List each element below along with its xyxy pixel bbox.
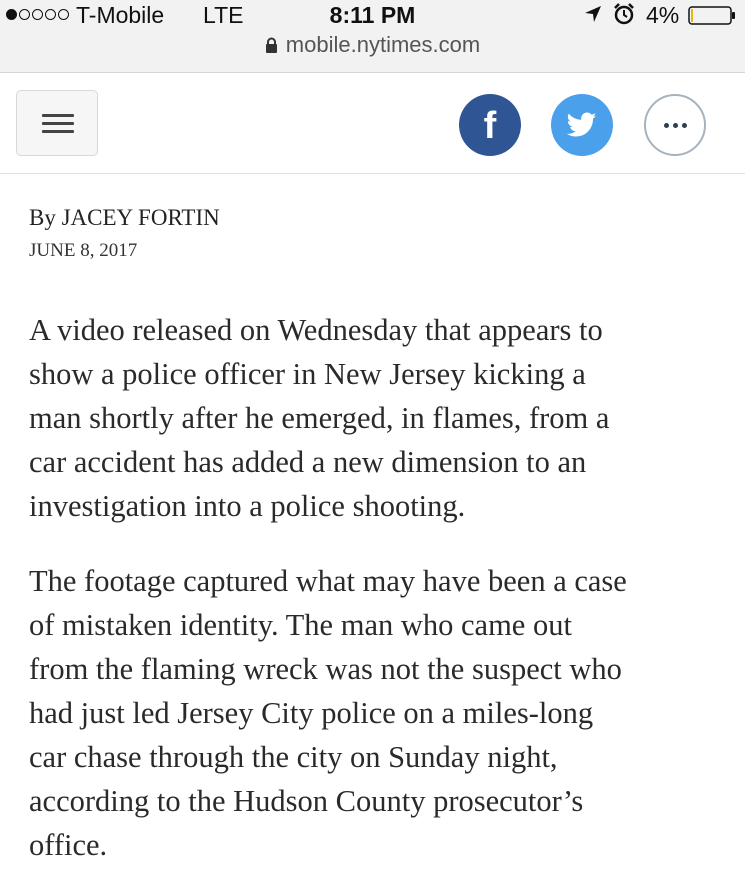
browser-chrome <box>0 0 745 73</box>
facebook-share-button[interactable] <box>459 94 521 156</box>
address-bar[interactable] <box>0 32 745 62</box>
paragraph-line: had just led Jersey City police on a miles-long <box>29 696 594 730</box>
more-share-button[interactable] <box>644 94 706 156</box>
paragraph-line: from the flaming wreck was not the suspect who <box>29 652 622 686</box>
article-paragraph <box>29 308 729 528</box>
paragraph-line: The footage captured what may have been a case <box>29 564 627 598</box>
paragraph-line: of mistaken identity. The man who came out <box>29 608 572 642</box>
paragraph-line: office. <box>29 828 108 862</box>
article-paragraph <box>29 559 729 867</box>
facebook-icon: f <box>483 105 497 147</box>
article-byline: By JACEY FORTIN <box>29 205 220 230</box>
ellipsis-icon <box>646 96 704 154</box>
alarm-clock-icon <box>613 3 635 25</box>
url-text: mobile.nytimes.com <box>285 32 481 57</box>
twitter-share-button[interactable] <box>551 94 613 156</box>
battery-icon <box>688 6 736 25</box>
network-type: LTE <box>203 2 244 28</box>
site-header <box>0 73 745 174</box>
status-time: 8:11 PM <box>329 2 416 28</box>
paragraph-line: car accident has added a new dimension to an <box>29 445 587 479</box>
lock-icon <box>265 37 278 54</box>
battery-percent: 4% <box>646 2 680 28</box>
article-date: JUNE 8, 2017 <box>29 240 138 261</box>
status-bar <box>0 0 745 30</box>
paragraph-line: man shortly after he emerged, in flames, from a <box>29 401 610 435</box>
twitter-bird-icon <box>567 112 597 138</box>
location-arrow-icon <box>583 4 603 24</box>
paragraph-line: car chase through the city on Sunday night, <box>29 740 558 774</box>
paragraph-line: show a police officer in New Jersey kicking a <box>29 357 586 391</box>
paragraph-line: according to the Hudson County prosecutor’s <box>29 784 584 818</box>
carrier-name: T-Mobile <box>76 2 165 28</box>
menu-button[interactable] <box>16 90 98 156</box>
paragraph-line: A video released on Wednesday that appears to <box>29 313 603 347</box>
paragraph-line: investigation into a police shooting. <box>29 489 466 523</box>
